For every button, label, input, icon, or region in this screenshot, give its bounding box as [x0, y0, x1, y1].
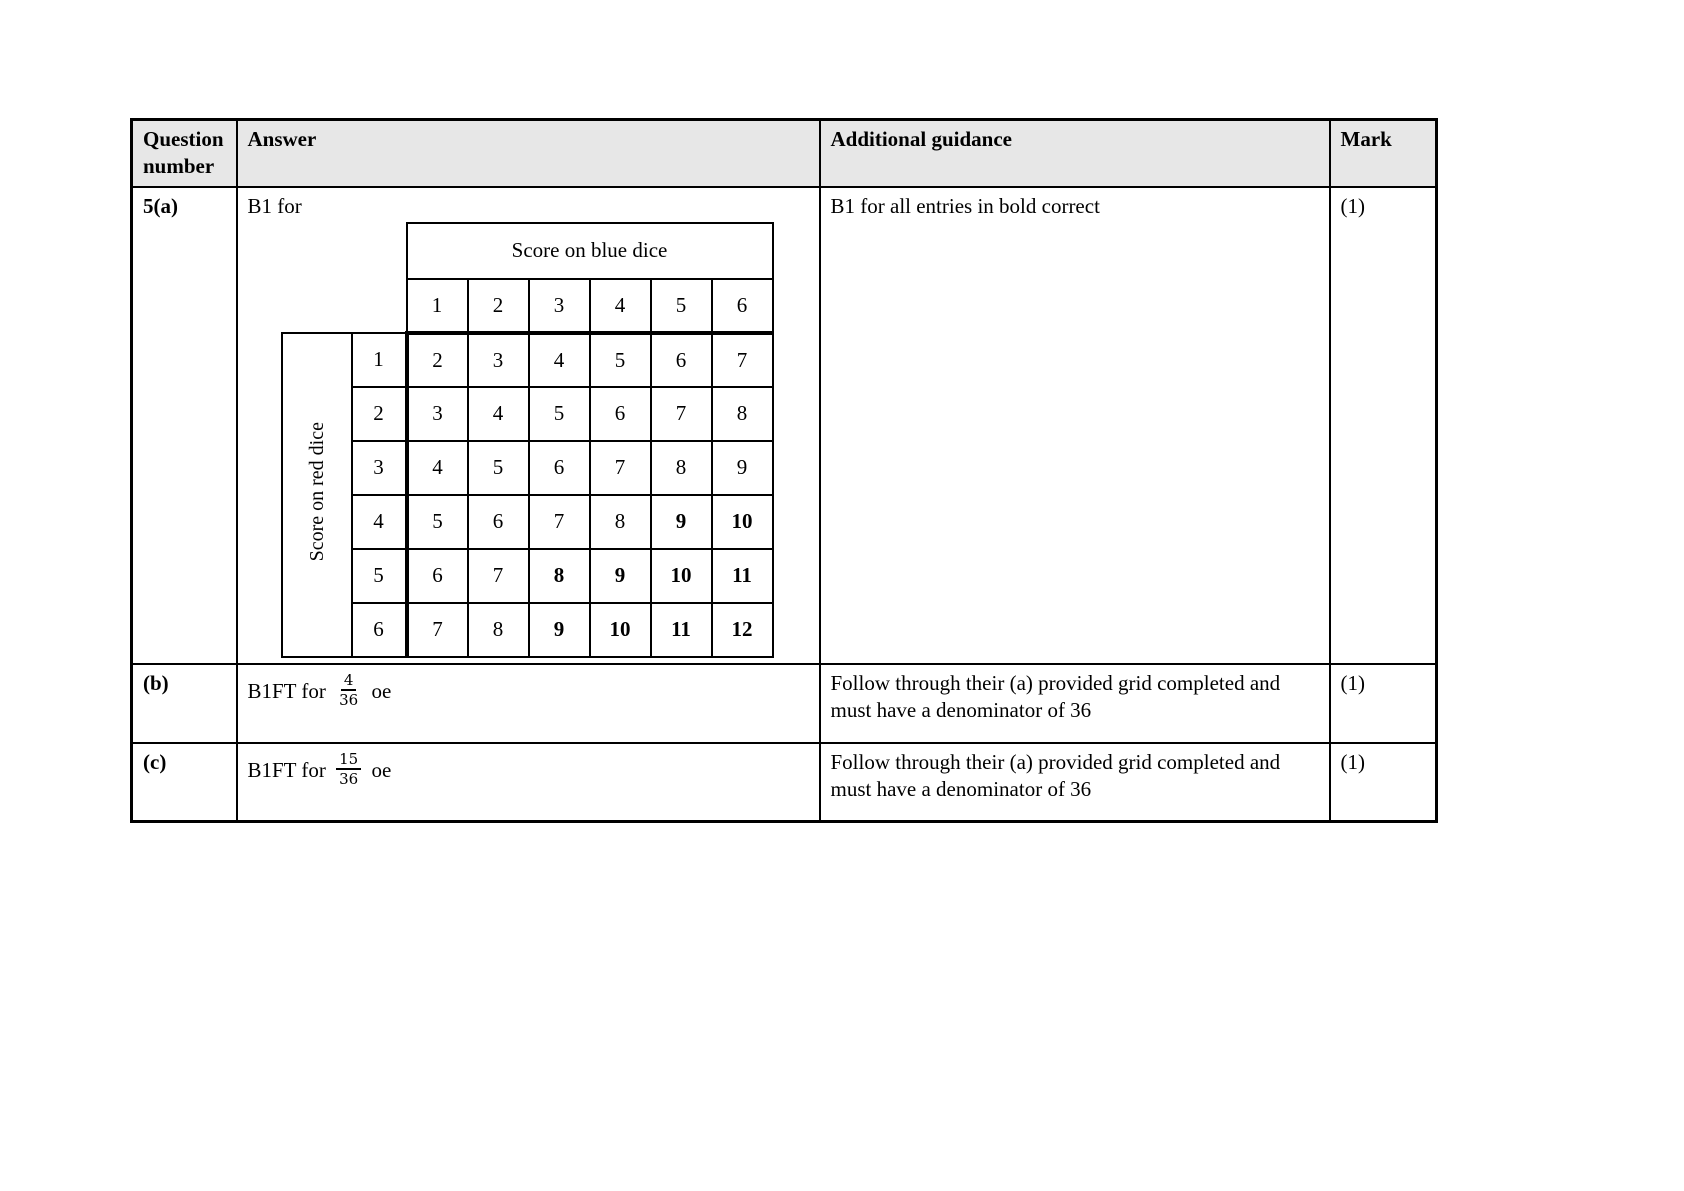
dice-cell: 3	[407, 387, 468, 441]
question-number-b: (b)	[132, 664, 237, 743]
fraction-denominator-b: 36	[339, 690, 359, 709]
dice-cell: 8	[468, 603, 529, 657]
column-header-question-number: Question number	[132, 120, 237, 187]
dice-cell: 6	[529, 441, 590, 495]
dice-cell: 4	[407, 441, 468, 495]
dice-cell: 12	[712, 603, 773, 657]
mark-code-b: B1FT for	[247, 678, 326, 703]
dice-col-header-6: 6	[712, 279, 773, 333]
dice-cell: 6	[590, 387, 651, 441]
dice-row-header-5: 5	[352, 549, 407, 603]
guidance-5a: B1 for all entries in bold correct	[820, 187, 1330, 664]
answer-cell-5a	[237, 187, 820, 664]
guidance-b: Follow through their (a) provided grid completed and must have a denominator of 36	[820, 664, 1330, 743]
dice-cell: 3	[468, 333, 529, 387]
dice-cell: 4	[529, 333, 590, 387]
mark-5a: (1)	[1330, 187, 1437, 664]
dice-cell: 7	[712, 333, 773, 387]
mark-b: (1)	[1330, 664, 1437, 743]
answer-prefix-5a: B1 for	[247, 193, 302, 218]
column-header-mark: Mark	[1330, 120, 1437, 187]
dice-cell: 9	[590, 549, 651, 603]
oe-label-b: oe	[371, 678, 392, 703]
dice-row-header-1: 1	[352, 333, 407, 387]
guidance-c: Follow through their (a) provided grid completed and must have a denominator of 36	[820, 743, 1330, 822]
dice-row-header-2: 2	[352, 387, 407, 441]
dice-cell: 2	[407, 333, 468, 387]
dice-red-axis-label-text: Score on red dice	[305, 421, 328, 561]
column-header-additional-guidance: Additional guidance	[820, 120, 1330, 187]
dice-blue-axis-label: Score on blue dice	[407, 223, 773, 279]
dice-cell: 7	[529, 495, 590, 549]
dice-col-header-5: 5	[651, 279, 712, 333]
question-number-5a: 5(a)	[132, 187, 237, 664]
dice-cell: 6	[651, 333, 712, 387]
answer-line-c	[248, 749, 809, 791]
dice-cell: 10	[712, 495, 773, 549]
dice-cell: 5	[529, 387, 590, 441]
dice-red-axis-label	[282, 333, 352, 657]
dice-cell: 8	[651, 441, 712, 495]
column-header-answer: Answer	[237, 120, 820, 187]
dice-cell: 11	[712, 549, 773, 603]
dice-cell: 4	[468, 387, 529, 441]
dice-cell: 8	[712, 387, 773, 441]
answer-cell-b	[237, 664, 820, 743]
dice-cell: 10	[590, 603, 651, 657]
header-row	[132, 120, 1437, 187]
answer-cell-c	[237, 743, 820, 822]
answer-line-b	[248, 670, 809, 712]
dice-cell: 7	[468, 549, 529, 603]
dice-corner-spacer	[282, 223, 407, 333]
fraction-b	[336, 671, 361, 709]
row-c	[132, 743, 1437, 822]
question-number-c: (c)	[132, 743, 237, 822]
fraction-numerator-b: 4	[341, 671, 357, 691]
dice-cell: 5	[590, 333, 651, 387]
dice-cell: 9	[529, 603, 590, 657]
dice-cell: 9	[651, 495, 712, 549]
mark-c: (1)	[1330, 743, 1437, 822]
dice-cell: 8	[590, 495, 651, 549]
mark-code-c: B1FT for	[247, 757, 326, 782]
dice-cell: 6	[468, 495, 529, 549]
fraction-c	[336, 750, 361, 788]
fraction-denominator-c: 36	[339, 769, 359, 788]
dice-cell: 6	[407, 549, 468, 603]
dice-row-header-6: 6	[352, 603, 407, 657]
oe-label-c: oe	[371, 757, 392, 782]
dice-col-header-2: 2	[468, 279, 529, 333]
dice-cell: 5	[407, 495, 468, 549]
dice-row-header-4: 4	[352, 495, 407, 549]
dice-cell: 9	[712, 441, 773, 495]
dice-cell: 7	[407, 603, 468, 657]
fraction-numerator-c: 15	[336, 750, 361, 770]
row-5a	[132, 187, 1437, 664]
dice-row-header-3: 3	[352, 441, 407, 495]
dice-cell: 8	[529, 549, 590, 603]
dice-col-header-4: 4	[590, 279, 651, 333]
dice-cell: 5	[468, 441, 529, 495]
dice-cell: 11	[651, 603, 712, 657]
dice-col-header-1: 1	[407, 279, 468, 333]
dice-cell: 10	[651, 549, 712, 603]
dice-col-header-3: 3	[529, 279, 590, 333]
dice-sample-space-table	[281, 222, 774, 658]
dice-cell: 7	[590, 441, 651, 495]
row-b	[132, 664, 1437, 743]
mark-scheme-table	[130, 118, 1438, 823]
dice-cell: 7	[651, 387, 712, 441]
